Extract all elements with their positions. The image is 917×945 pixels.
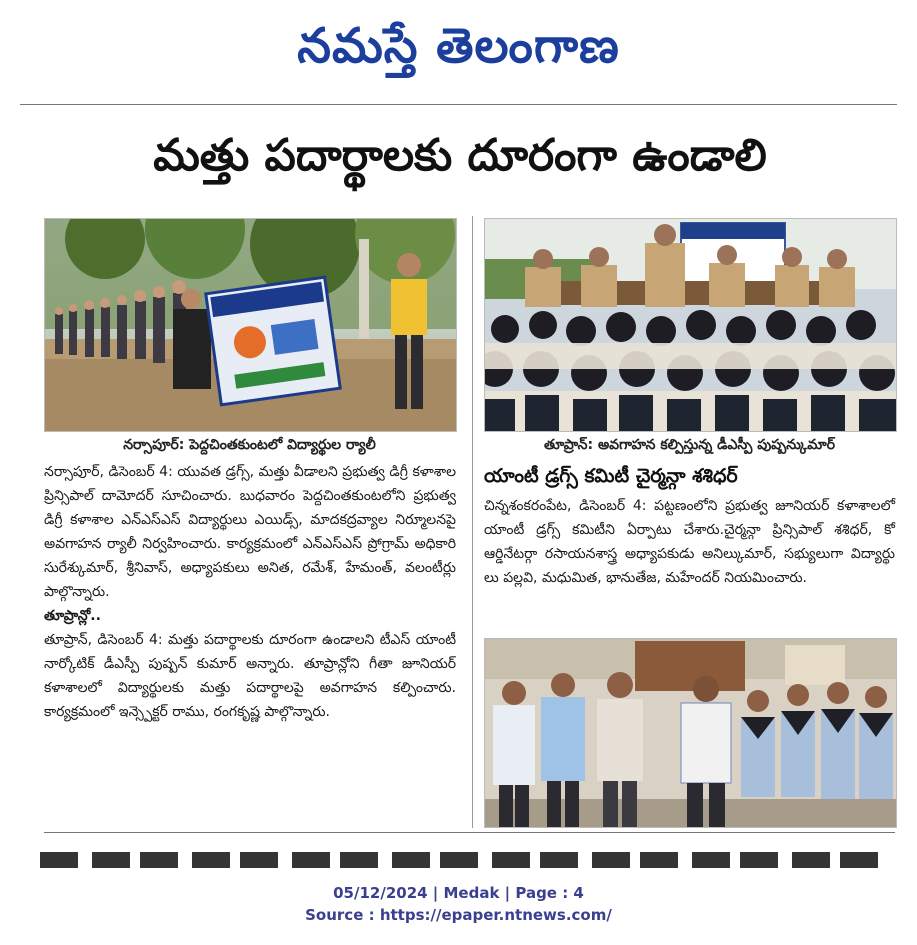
left-story-subhead: తూప్రాన్లో.. [44, 608, 101, 624]
right-story-paragraph: చిన్నశంకరంపేట, డిసెంబర్ 4: పట్టణంలోని ప్రభుత్వ జూనియర్ కళాశాలలో యాంటీ డ్రగ్స్ కమిటీని ఏర్పాటు చేశారు.చైర్మన్గా ప్రిన్సిపాల్ శశిధర్, కో ఆర్డినేటర్గా రసాయనశాస్త్ర అధ్యాపకుడు అనిల్కుమార్, సభ్యులుగా విద్యార్థు లు పల్లవి, మధుమిత, భానుతేజ, మహేందర్ నియమించారు. [484, 498, 895, 586]
bottom-divider [44, 832, 895, 833]
next-article-headline-cutoff [40, 852, 880, 868]
footer-edition-info: 05/12/2024 | Medak | Page : 4 [333, 884, 584, 902]
rally-photo [44, 218, 457, 432]
masthead-title: నమస్తే తెలంగాణ [297, 18, 620, 74]
group-photo [484, 638, 897, 828]
right-story-headline: యాంటీ డ్రగ్స్ కమిటీ చైర్మన్గా శశిధర్ [484, 465, 738, 487]
right-story-body [484, 494, 895, 590]
left-story-body [44, 460, 456, 724]
main-headline: మత్తు పదార్థాలకు దూరంగా ఉండాలి [153, 130, 767, 181]
masthead-divider [20, 104, 897, 105]
seminar-photo-caption: తూప్రాన్: అవగాహన కల్పిస్తున్న డీఎస్పీ పుష్పన్కుమార్ [543, 437, 836, 453]
masthead-logo [0, 6, 917, 86]
left-story-paragraph-2: తూప్రాన్, డిసెంబర్ 4: మత్తు పదార్థాలకు దూరంగా ఉండాలని టీఎస్ యాంటీ నార్కోటిక్ డీఎస్పీ పుష్పన్ కుమార్ అన్నారు. తూప్రాన్లోని గీతా జూనియర్ కళాశాలలో విద్యార్థులకు మత్తు పదార్థాలపై అవగాహన కల్పించారు. కార్యక్రమంలో ఇన్స్పెక్టర్ రాము, రంగకృష్ణ పాల్గొన్నారు. [44, 632, 456, 720]
left-story-paragraph-1: నర్సాపూర్, డిసెంబర్ 4: యువత డ్రగ్స్, మత్తు వీడాలని ప్రభుత్వ డిగ్రీ కళాశాల ప్రిన్సిపాల్ దామోదర్ సూచించారు. బుధవారం పెద్దచింతకుంటలోని ప్రభుత్వ డిగ్రీ కళాశాల ఎన్ఎస్ఎస్ విద్యార్థులు ఎయిడ్స్, మాదకద్రవ్యాల నిర్మూలనపై అవగాహన ర్యాలీ నిర్వహించారు. కార్యక్రమంలో ఎన్ఎస్ఎస్ ప్రోగ్రామ్ అధికారి సురేశ్కుమార్, శ్రీనివాస్, అధ్యాపకులు అనిత, రమేశ్, హేమంత్, వలంటీర్లు పాల్గొన్నారు. [44, 464, 456, 600]
rally-photo-caption: నర్సాపూర్: పెద్దచింతకుంటలో విద్యార్థుల ర్యాలీ [123, 437, 376, 453]
seminar-photo [484, 218, 897, 432]
footer-source-link[interactable]: Source : https://epaper.ntnews.com/ [305, 906, 612, 924]
column-divider [472, 216, 473, 828]
